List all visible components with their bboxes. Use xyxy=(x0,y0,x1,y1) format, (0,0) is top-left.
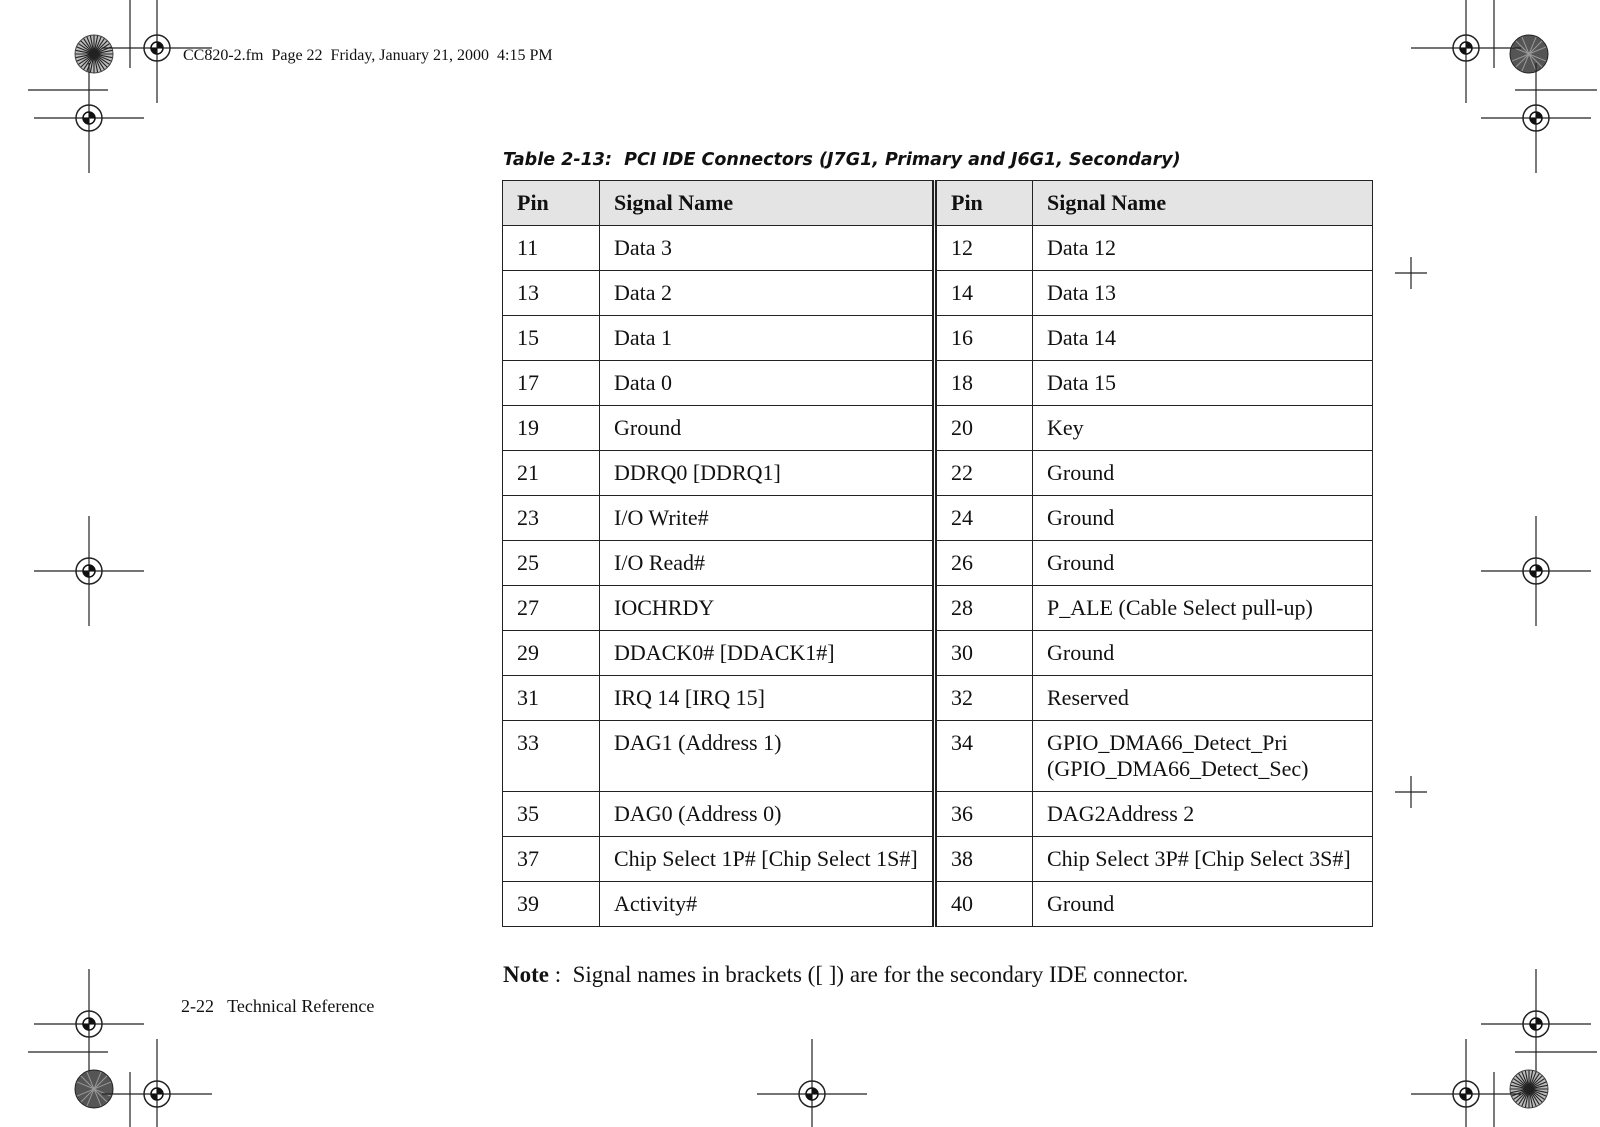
cell-signal-right: Key xyxy=(1033,406,1373,451)
table-caption: Table 2-13: PCI IDE Connectors (J7G1, Primary and J6G1, Secondary) xyxy=(503,150,1181,170)
table-row xyxy=(503,406,1373,451)
registration-mark-right-middle xyxy=(1481,516,1591,626)
note-separator: : xyxy=(548,962,573,987)
cell-pin-right: 38 xyxy=(935,837,1033,882)
cell-signal-left: IOCHRDY xyxy=(600,586,935,631)
registration-mark-left-middle xyxy=(34,516,144,626)
table-row xyxy=(503,837,1373,882)
registration-mark-right-lower xyxy=(1481,969,1591,1079)
cell-pin-left: 13 xyxy=(503,271,600,316)
page-slug: CC820-2.fm Page 22 Friday, January 21, 2000 4:15 PM xyxy=(183,47,553,64)
darkburst-mark-bottom-left xyxy=(75,1070,113,1108)
cell-signal-left: DAG0 (Address 0) xyxy=(600,792,935,837)
table-row xyxy=(503,721,1373,792)
cell-pin-left: 25 xyxy=(503,541,600,586)
header-pin-left: Pin xyxy=(503,181,600,226)
cell-signal-right: DAG2Address 2 xyxy=(1033,792,1373,837)
darkburst-mark-top-right xyxy=(1510,35,1548,73)
cell-signal-right: Chip Select 3P# [Chip Select 3S#] xyxy=(1033,837,1373,882)
registration-mark-bottom-left xyxy=(102,1039,212,1127)
crop-cross-right-upper xyxy=(1395,257,1427,289)
cell-pin-right: 16 xyxy=(935,316,1033,361)
table-row xyxy=(503,792,1373,837)
cell-signal-left: Chip Select 1P# [Chip Select 1S#] xyxy=(600,837,935,882)
cell-pin-right: 30 xyxy=(935,631,1033,676)
registration-mark-bottom-center xyxy=(757,1039,867,1127)
cell-signal-left: Data 0 xyxy=(600,361,935,406)
cell-signal-left: Data 2 xyxy=(600,271,935,316)
cell-signal-left: Activity# xyxy=(600,882,935,927)
cell-signal-right: Data 12 xyxy=(1033,226,1373,271)
table-row xyxy=(503,451,1373,496)
cell-pin-left: 27 xyxy=(503,586,600,631)
page-footer: 2-22 Technical Reference xyxy=(181,996,375,1016)
cell-signal-left: IRQ 14 [IRQ 15] xyxy=(600,676,935,721)
cell-pin-right: 22 xyxy=(935,451,1033,496)
table-row xyxy=(503,316,1373,361)
table-row xyxy=(503,631,1373,676)
cell-pin-right: 14 xyxy=(935,271,1033,316)
cell-pin-left: 19 xyxy=(503,406,600,451)
registration-mark-left-lower xyxy=(34,969,144,1079)
cell-pin-left: 23 xyxy=(503,496,600,541)
cell-signal-left: DDRQ0 [DDRQ1] xyxy=(600,451,935,496)
cell-pin-left: 35 xyxy=(503,792,600,837)
cell-pin-right: 24 xyxy=(935,496,1033,541)
cell-signal-right: Ground xyxy=(1033,541,1373,586)
cell-signal-left: Data 3 xyxy=(600,226,935,271)
pin-table-body xyxy=(503,226,1373,927)
cell-pin-right: 20 xyxy=(935,406,1033,451)
cell-pin-left: 15 xyxy=(503,316,600,361)
cell-signal-right: Ground xyxy=(1033,631,1373,676)
table-row xyxy=(503,676,1373,721)
table-row xyxy=(503,496,1373,541)
table-row xyxy=(503,271,1373,316)
cell-pin-left: 17 xyxy=(503,361,600,406)
cell-pin-right: 28 xyxy=(935,586,1033,631)
table-row xyxy=(503,226,1373,271)
table-row xyxy=(503,541,1373,586)
cell-signal-right: Reserved xyxy=(1033,676,1373,721)
cell-pin-right: 34 xyxy=(935,721,1033,792)
cell-signal-right: Data 13 xyxy=(1033,271,1373,316)
header-pin-right: Pin xyxy=(935,181,1033,226)
cell-signal-left: I/O Read# xyxy=(600,541,935,586)
cell-pin-right: 12 xyxy=(935,226,1033,271)
cell-signal-right: GPIO_DMA66_Detect_Pri (GPIO_DMA66_Detect_Sec) xyxy=(1033,721,1373,792)
cell-signal-right: Data 14 xyxy=(1033,316,1373,361)
cell-signal-left: I/O Write# xyxy=(600,496,935,541)
cell-signal-left: DDACK0# [DDACK1#] xyxy=(600,631,935,676)
table-row xyxy=(503,882,1373,927)
registration-mark-top-right xyxy=(1411,0,1521,103)
cell-pin-right: 26 xyxy=(935,541,1033,586)
note-text: Signal names in brackets ([ ]) are for the secondary IDE connector. xyxy=(572,962,1189,987)
cell-signal-left: Data 1 xyxy=(600,316,935,361)
note-label: Note xyxy=(503,962,549,987)
starburst-mark-bottom-right xyxy=(1510,1070,1548,1108)
cell-pin-right: 36 xyxy=(935,792,1033,837)
pin-table xyxy=(502,180,1373,927)
cell-pin-left: 33 xyxy=(503,721,600,792)
cell-pin-left: 31 xyxy=(503,676,600,721)
cell-pin-left: 29 xyxy=(503,631,600,676)
table-header-row xyxy=(503,181,1373,226)
cell-signal-left: Ground xyxy=(600,406,935,451)
cell-pin-left: 11 xyxy=(503,226,600,271)
starburst-mark-top-left xyxy=(75,35,113,73)
cell-pin-right: 40 xyxy=(935,882,1033,927)
cell-pin-right: 32 xyxy=(935,676,1033,721)
registration-mark-right-upper xyxy=(1481,63,1591,173)
cell-signal-right: Ground xyxy=(1033,451,1373,496)
header-signal-right: Signal Name xyxy=(1033,181,1373,226)
table-row xyxy=(503,361,1373,406)
cell-pin-left: 21 xyxy=(503,451,600,496)
cell-pin-left: 39 xyxy=(503,882,600,927)
registration-mark-bottom-right xyxy=(1411,1039,1521,1127)
cell-pin-left: 37 xyxy=(503,837,600,882)
table-note xyxy=(503,962,1188,988)
registration-mark-left-upper xyxy=(34,63,144,173)
cell-signal-right: P_ALE (Cable Select pull-up) xyxy=(1033,586,1373,631)
cell-signal-left: DAG1 (Address 1) xyxy=(600,721,935,792)
table-row xyxy=(503,586,1373,631)
header-signal-left: Signal Name xyxy=(600,181,935,226)
cell-signal-right: Ground xyxy=(1033,882,1373,927)
crop-cross-right-lower xyxy=(1395,776,1427,808)
cell-signal-right: Ground xyxy=(1033,496,1373,541)
cell-signal-right: Data 15 xyxy=(1033,361,1373,406)
cell-pin-right: 18 xyxy=(935,361,1033,406)
